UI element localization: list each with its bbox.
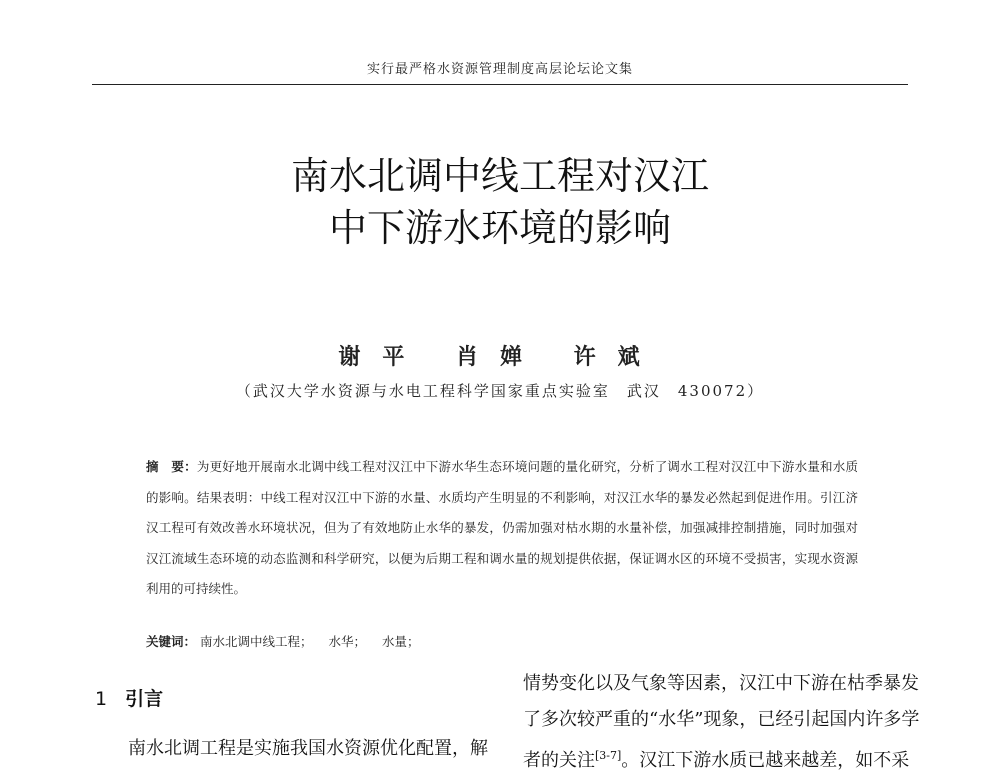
body-line: 南水北调工程是实施我国水资源优化配置，解 bbox=[128, 738, 488, 759]
body-text: 。汉江下游水质已越来越差，如不采 bbox=[621, 750, 910, 771]
keyword-item: 水华； bbox=[328, 634, 367, 649]
affiliation: （武汉大学水资源与水电工程科学国家重点实验室 武汉 430072） bbox=[235, 382, 765, 400]
body-line: 情势变化以及气象等因素，汉江中下游在枯季暴发 bbox=[523, 673, 919, 694]
running-head: 实行最严格水资源管理制度高层论坛论文集 bbox=[366, 62, 633, 77]
body-line: 了多次较严重的“水华”现象，已经引起国内许多学 bbox=[523, 709, 920, 730]
title-line-1: 南水北调中线工程对汉江 bbox=[290, 154, 709, 198]
authors: 谢平 肖婵 许斌 bbox=[338, 344, 662, 370]
section-heading bbox=[95, 684, 163, 711]
abstract-text: 为更好地开展南水北调中线工程对汉江中下游水华生态环境问题的量化研究，分析了调水工程对汉江中下游水量和水质的影响。结果表明：中线工程对汉江中下游的水量、水质均产生明显的不利影响，对汉江水华的暴发必然起到促进作用。引江济汉工程可有效改善水环境状况，但为了有效地防止水华的暴发，仍需加强对枯水期的水量补偿，加强减排控制措施，同时加强对汉江流域生态环境的动态监测和科学研究，以便为后期工程和调水量的规划提供依据，保证调水区的环境不受损害，实现水资源利用的可持续性。 bbox=[146, 459, 858, 596]
body-text: 者的关注 bbox=[523, 750, 595, 771]
abstract bbox=[146, 452, 858, 605]
paper-title bbox=[0, 150, 1000, 254]
right-column-text bbox=[523, 666, 920, 779]
keywords bbox=[146, 632, 858, 650]
left-column-text bbox=[128, 734, 488, 760]
citation: [3-7] bbox=[595, 749, 622, 762]
keyword-item: 南水北调中线工程； bbox=[200, 634, 313, 649]
section-title: 引言 bbox=[125, 688, 164, 710]
keyword-item: 水量； bbox=[382, 634, 420, 649]
keywords-label: 关键词： bbox=[146, 634, 197, 649]
abstract-label: 摘 要： bbox=[146, 459, 197, 474]
header-rule bbox=[92, 84, 908, 85]
title-line-2: 中下游水环境的影响 bbox=[328, 206, 671, 250]
section-number: 1 bbox=[95, 688, 108, 710]
